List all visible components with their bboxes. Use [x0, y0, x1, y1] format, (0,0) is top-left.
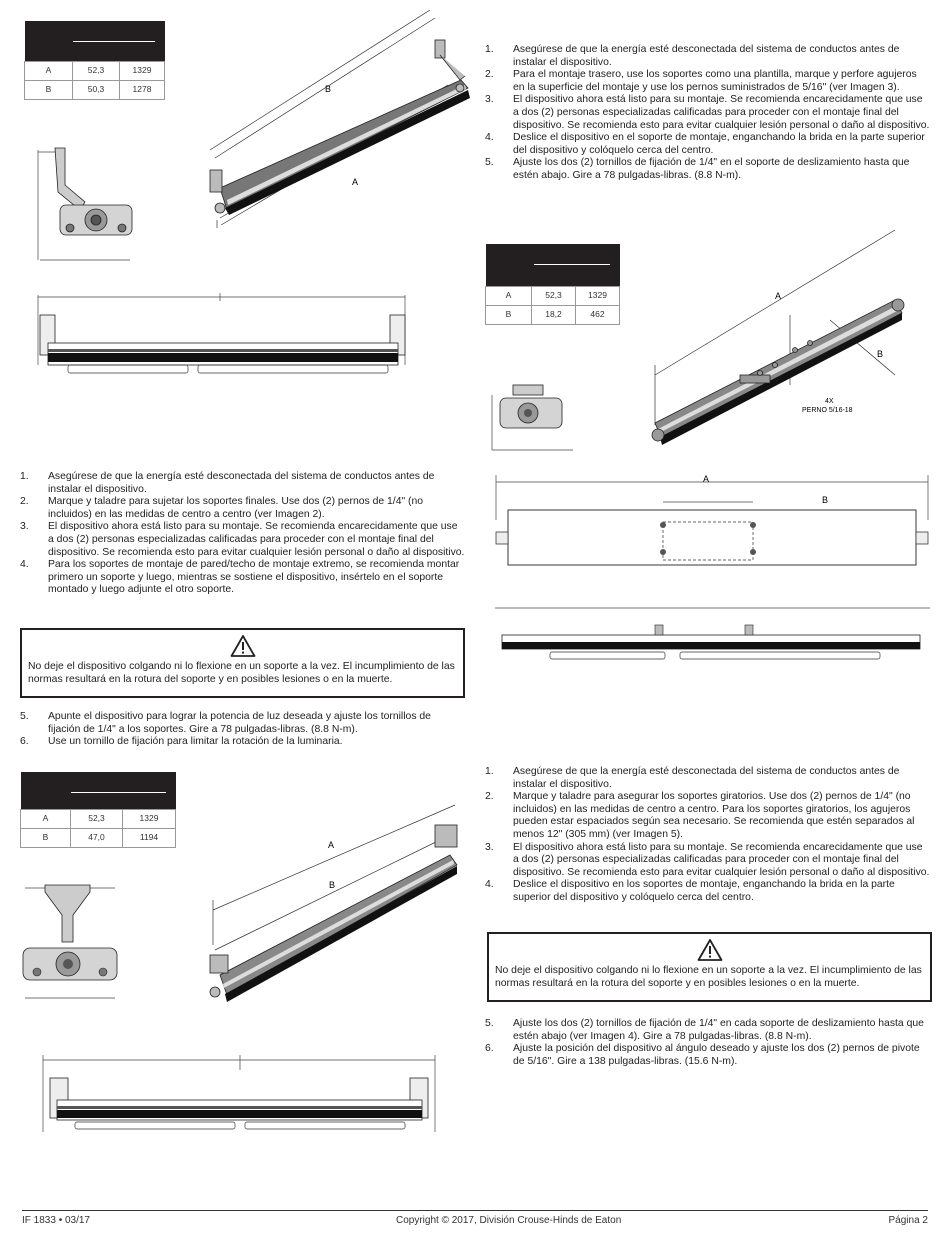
warning-box-1: [20, 628, 465, 698]
warning-triangle-icon: [697, 938, 723, 962]
list-item: 6. Use un tornillo de fijación para limitar la rotación de la luminaria.: [20, 736, 343, 748]
list-item: 5. Ajuste los dos (2) tornillos de fijación de 1/4" en el soporte de deslizamiento hasta que estén abajo. Gire a 78 pulgadas-libras. (8.8 N-m).: [485, 157, 910, 181]
warning-box-2: [487, 932, 932, 1002]
fixture-top-view-2: [488, 470, 938, 585]
section1-steps: [20, 471, 465, 597]
bolt-spec-label: PERNO 5/16-18: [802, 407, 853, 414]
dimension-table-1: A 52,3 1329 B 50,3 1278: [24, 21, 165, 100]
list-item: 5. Apunte el dispositivo para lograr la potencia de luz deseada y ajuste los tornillos de fijación de 1/4" a los soportes. Gire a 78 pulgadas-libras. (8.8 N-m).: [20, 711, 431, 735]
fixture-end-profile-1: [30, 140, 140, 265]
section3-steps-after: [485, 1018, 930, 1068]
list-item: 5. Ajuste los dos (2) tornillos de fijación de 1/4" en cada soporte de deslizamiento hasta que estén abajo (ver Imagen 4). Gire a 78 pulgadas-libras. (8.8 N-m).: [485, 1018, 924, 1042]
list-item: 4. Deslice el dispositivo en los soportes de montaje, enganchando la brida en la parte superior del dispositivo y colóquelo cerca del centro.: [485, 879, 895, 903]
fixture-end-profile-3: [15, 880, 125, 1005]
dim-label-a: A: [703, 474, 710, 484]
bolt-quantity-label: 4X: [825, 398, 834, 405]
fixture-side-elevation-2: [490, 600, 935, 670]
list-item: 3. El dispositivo ahora está listo para su montaje. Se recomienda encarecidamente que use a dos (2) personas especializadas calificadas para proceder con el montaje final del dispositivo. Se recomienda esto para evitar cualquier lesión personal o daño al dispositivo.: [20, 521, 465, 558]
document-id: IF 1833 • 03/17: [22, 1215, 90, 1226]
section3-steps: [485, 766, 930, 905]
dim-label-b: B: [877, 349, 884, 359]
page-number: Página 2: [888, 1215, 928, 1226]
list-item: 2. Marque y taladre para sujetar los soportes finales. Use dos (2) pernos de 1/4" (no incluidos) en las medidas de centro a centro (ver Imagen 2).: [20, 496, 424, 520]
dim-label-a: A: [775, 291, 782, 301]
list-item: 1. Asegúrese de que la energía esté desconectada del sistema de conductos antes de instalar el dispositivo.: [20, 471, 435, 495]
section2-steps: [485, 44, 930, 183]
dim-label-b: B: [822, 495, 829, 505]
list-item: 3. El dispositivo ahora está listo para su montaje. Se recomienda encarecidamente que use a dos (2) personas especializadas calificadas para proceder con el montaje final del dispositivo. Se recomienda esto para evitar cualquier lesión personal o daño al dispositivo.: [485, 94, 930, 131]
list-item: 1. Asegúrese de que la energía esté desconectada del sistema de conductos antes de instalar el dispositivo.: [485, 44, 900, 68]
warning-text: No deje el dispositivo colgando ni lo flexione en un soporte a la vez. El incumplimiento de las normas resultará en la rotura del soporte y en posibles lesiones o en la muerte.: [495, 965, 922, 989]
fixture-end-profile-2: [488, 380, 578, 455]
dim-label-a: A: [352, 177, 359, 187]
list-item: 2. Marque y taladre para asegurar los soportes giratorios. Use dos (2) pernos de 1/4" (no incluidos) en las medidas de centro a centro. Para los soportes giratorios, los agujeros pueden estar espaciados según sea necesario. Se recomienda que estén separados al menos 12" (305 mm) (ver Imagen 5).: [485, 791, 915, 840]
list-item: 2. Para el montaje trasero, use los soportes como una plantilla, marque y perfore agujeros en la superficie del montaje y use los pernos suministrados de 5/16" (ver Imagen 3).: [485, 69, 917, 93]
dimension-table-3: A 52,3 1329 B 47,0 1194: [20, 772, 176, 848]
list-item: 4. Para los soportes de montaje de pared/techo de montaje extremo, se recomienda montar primero un soporte y luego, mientras se sostiene el dispositivo, insértelo en el soporte montado y luego adjunte el otro soporte.: [20, 559, 460, 596]
copyright-notice: Copyright © 2017, División Crouse-Hinds de Eaton: [396, 1215, 622, 1226]
warning-triangle-icon: [230, 634, 256, 658]
isometric-fixture-drawing-1: [165, 10, 480, 260]
page-footer: [22, 1210, 928, 1226]
dimension-table-2: A 52,3 1329 B 18,2 462: [485, 244, 620, 325]
dim-label-a: A: [328, 840, 335, 850]
dim-label-b: B: [325, 84, 332, 94]
warning-text: No deje el dispositivo colgando ni lo flexione en un soporte a la vez. El incumplimiento de las normas resultará en la rotura del soporte y en posibles lesiones o en la muerte.: [28, 661, 455, 685]
isometric-fixture-drawing-3: [165, 800, 470, 1030]
list-item: 4. Deslice el dispositivo en el soporte de montaje, enganchando la brida en la parte superior del dispositivo y colóquelo cerca del centro.: [485, 132, 925, 156]
fixture-front-elevation-3: [35, 1050, 445, 1135]
dim-label-b: B: [329, 880, 336, 890]
list-item: 1. Asegúrese de que la energía esté desconectada del sistema de conductos antes de instalar el dispositivo.: [485, 766, 900, 790]
list-item: 6. Ajuste la posición del dispositivo al ángulo deseado y ajuste los dos (2) pernos de pivote de 5/16". Gire a 138 pulgadas-libras. (15.6 N-m).: [485, 1043, 920, 1067]
fixture-front-elevation-1: [30, 285, 415, 380]
isometric-fixture-drawing-2: [640, 225, 940, 455]
section1-steps-after: [20, 711, 465, 749]
list-item: 3. El dispositivo ahora está listo para su montaje. Se recomienda encarecidamente que use a dos (2) personas especializadas calificadas para proceder con el montaje final del dispositivo. Se recomienda esto para evitar cualquier lesión personal o daño al dispositivo.: [485, 841, 930, 878]
